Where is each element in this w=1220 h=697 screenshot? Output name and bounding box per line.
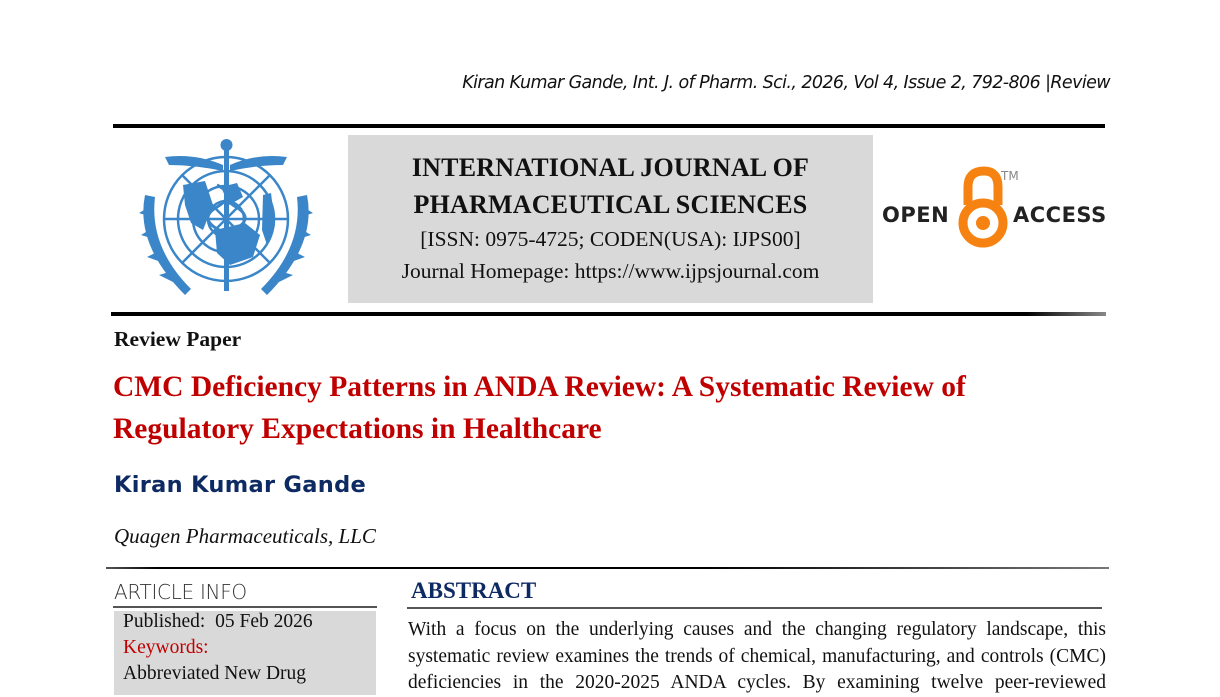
- open-access-trademark: TM: [1001, 169, 1019, 183]
- published-row: [123, 611, 313, 633]
- paper-title-line2: Regulatory Expectations in Healthcare: [113, 413, 602, 445]
- pharmacy-globe-emblem-icon: [125, 135, 327, 307]
- abstract-line: With a focus on the underlying causes and the changing regulatory landscape, this: [408, 619, 1106, 640]
- keywords-value: Abbreviated New Drug: [123, 663, 307, 684]
- published-date: 05 Feb 2026: [215, 611, 313, 632]
- paper-title-line1: CMC Deficiency Patterns in ANDA Review: A Systematic Review of: [113, 371, 966, 403]
- journal-issn: [ISSN: 0975-4725; CODEN(USA): IJPS00]: [420, 227, 801, 251]
- abstract-rule: [407, 607, 1102, 609]
- author-name: Kiran Kumar Gande: [114, 472, 367, 498]
- journal-masthead-box: [348, 135, 873, 303]
- article-info-rule: [113, 606, 377, 608]
- header-rule-top: [113, 124, 1105, 128]
- open-access-right-word: ACCESS: [1013, 203, 1107, 227]
- journal-homepage[interactable]: Journal Homepage: https://www.ijpsjournal.com: [401, 259, 820, 283]
- open-access-logo: [880, 165, 1110, 255]
- header-rule-bottom: [111, 312, 1106, 316]
- abstract-line: systematic review examines the trends of chemical, manufacturing, and controls (CMC): [408, 645, 1106, 667]
- published-label: Published:: [123, 611, 206, 632]
- journal-name-line1: INTERNATIONAL JOURNAL OF: [411, 153, 810, 182]
- open-access-left-word: OPEN: [882, 203, 950, 227]
- author-affiliation: Quagen Pharmaceuticals, LLC: [114, 524, 376, 548]
- abstract-line: deficiencies in the 2020-2025 ANDA cycles. By examining twelve peer-reviewed: [408, 672, 1106, 693]
- running-header: Kiran Kumar Gande, Int. J. of Pharm. Sci., 2026, Vol 4, Issue 2, 792-806 |Review: [462, 73, 1110, 93]
- abstract-text: [408, 617, 1106, 697]
- keywords-label: Keywords:: [123, 637, 209, 658]
- paper-title: [113, 366, 1113, 450]
- section-divider: [106, 567, 1109, 569]
- paper-type: Review Paper: [114, 327, 242, 351]
- article-info-heading: ARTICLE INFO: [114, 580, 247, 604]
- abstract-heading: ABSTRACT: [411, 578, 537, 603]
- journal-name-line2: PHARMACEUTICAL SCIENCES: [413, 190, 808, 219]
